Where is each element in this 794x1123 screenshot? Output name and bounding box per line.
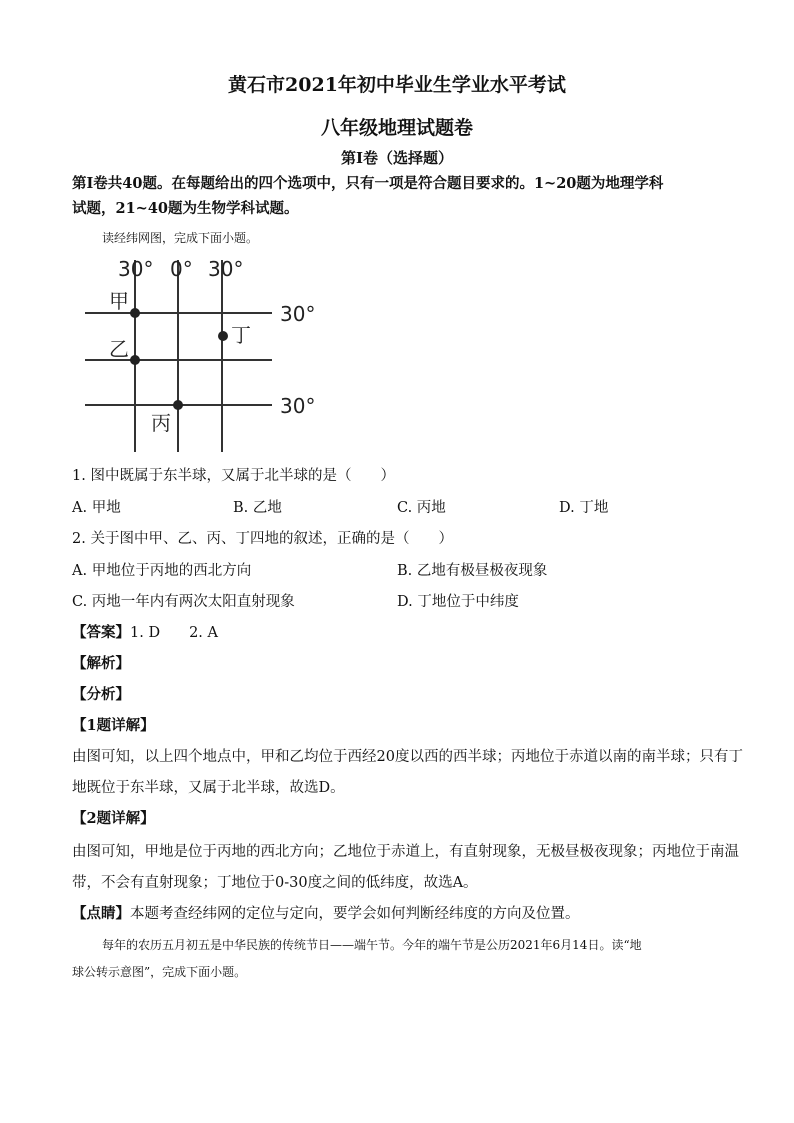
dianjing-text: 本题考查经纬网的定位与定向，要学会如何判断经纬度的方向及位置。 xyxy=(130,906,580,922)
dianjing-tag: 【点睛】 xyxy=(72,905,130,922)
q1-option-b: B. 乙地 xyxy=(233,500,282,516)
label-jia: 甲 xyxy=(109,289,129,313)
q2-detail-tag: 【2题详解】 xyxy=(72,810,155,827)
answer-line xyxy=(72,621,218,642)
label-30-north: 30° xyxy=(280,302,316,326)
group2-intro-line-1: 每年的农历五月初五是中华民族的传统节日——端午节。今年的端午节是公历2021年6月14日。读“地 xyxy=(102,938,642,952)
q2-detail-line-1: 由图可知，甲地是位于丙地的西北方向；乙地位于赤道上，有直射现象，无极昼极夜现象；丙地位于南温 xyxy=(72,844,739,860)
fenxi-tag: 【分析】 xyxy=(72,686,130,703)
answer-text: 1. D 2. A xyxy=(130,625,218,641)
dianjing-line xyxy=(72,902,580,923)
q1-option-d: D. 丁地 xyxy=(559,500,609,516)
instructions-line-1: 第I卷共40题。在每题给出的四个选项中，只有一项是符合题目要求的。1~20题为地理学科 xyxy=(72,175,664,192)
answer-tag: 【答案】 xyxy=(72,624,130,641)
q2-option-c: C. 丙地一年内有两次太阳直射现象 xyxy=(72,594,295,610)
q2-option-d: D. 丁地位于中纬度 xyxy=(397,594,519,610)
group2-intro-line-2: 球公转示意图”，完成下面小题。 xyxy=(72,965,247,979)
label-bing: 丙 xyxy=(151,411,171,435)
label-0: 0° xyxy=(170,257,193,281)
q1-detail-tag: 【1题详解】 xyxy=(72,717,155,734)
point-ding xyxy=(218,331,228,341)
section-heading: 第I卷（选择题） xyxy=(340,149,454,167)
label-30-east: 30° xyxy=(208,257,244,281)
question-2-stem: 2. 关于图中甲、乙、丙、丁四地的叙述，正确的是（ ） xyxy=(72,531,453,547)
q1-option-a: A. 甲地 xyxy=(72,500,121,516)
page-title: 黄石市2021年初中毕业生学业水平考试 xyxy=(228,74,566,96)
q1-detail-line-2: 地既位于东半球，又属于北半球，故选D。 xyxy=(72,780,345,796)
q2-option-b: B. 乙地有极昼极夜现象 xyxy=(397,563,548,579)
point-yi xyxy=(130,355,140,365)
analysis-tag: 【解析】 xyxy=(72,655,130,672)
q1-detail-line-1: 由图可知，以上四个地点中，甲和乙均位于西经20度以西的西半球；丙地位于赤道以南的南半球；只有丁 xyxy=(72,749,743,765)
label-30-south: 30° xyxy=(280,394,316,418)
point-jia xyxy=(130,308,140,318)
question-1-stem: 1. 图中既属于东半球，又属于北半球的是（ ） xyxy=(72,468,395,484)
page-subtitle: 八年级地理试题卷 xyxy=(320,117,473,139)
q2-option-a: A. 甲地位于丙地的西北方向 xyxy=(72,563,252,579)
point-bing xyxy=(173,400,183,410)
q2-detail-line-2: 带，不会有直射现象；丁地位于0-30度之间的低纬度，故选A。 xyxy=(72,875,478,891)
label-ding: 丁 xyxy=(231,323,251,347)
graticule-diagram xyxy=(80,250,340,455)
instructions-line-2: 试题，21~40题为生物学科试题。 xyxy=(72,200,299,217)
label-30-west: 30° xyxy=(118,257,154,281)
group1-intro: 读经纬网图，完成下面小题。 xyxy=(102,231,259,245)
q1-option-c: C. 丙地 xyxy=(397,500,446,516)
label-yi: 乙 xyxy=(109,337,129,361)
